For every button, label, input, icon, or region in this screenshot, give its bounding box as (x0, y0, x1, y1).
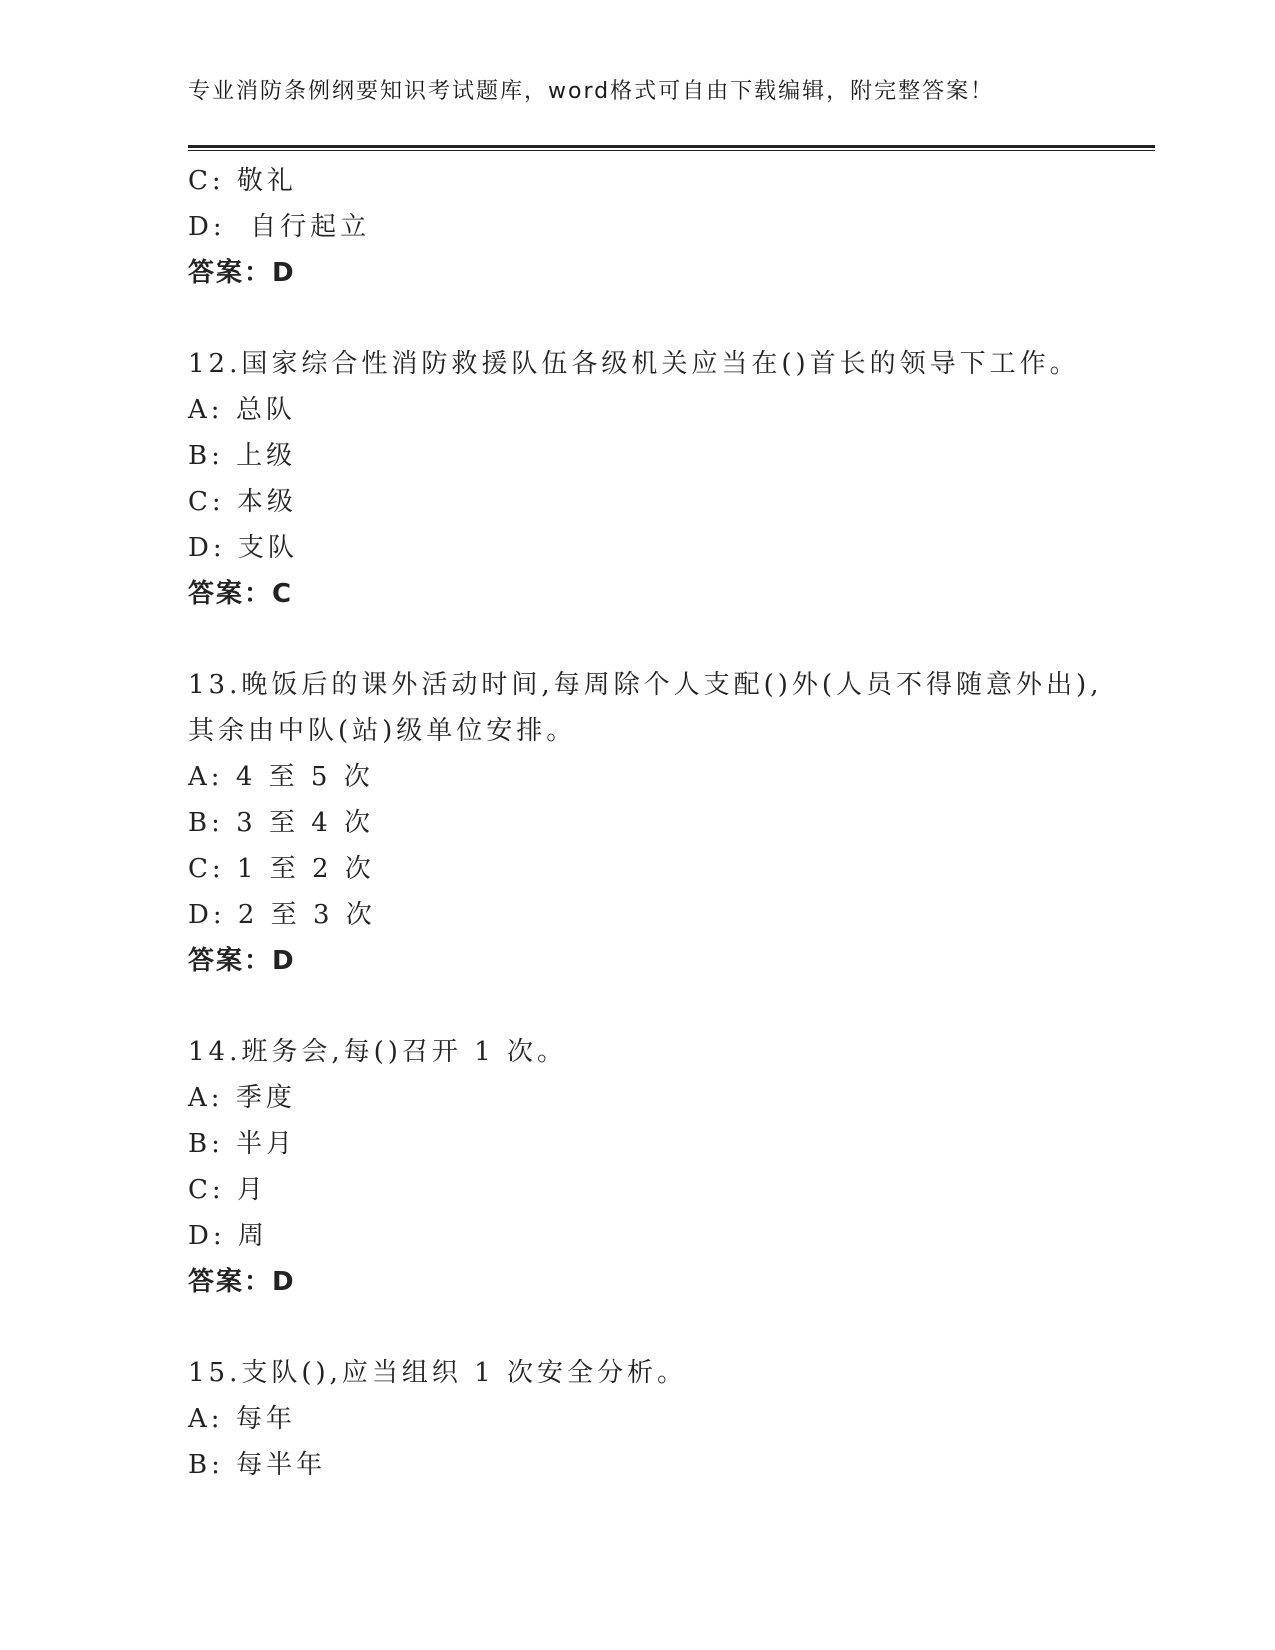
option-c (188, 479, 1148, 525)
option-b (188, 433, 1148, 479)
option-a (188, 387, 1148, 433)
answer-line: 答案：D (188, 946, 296, 976)
option-label: A: (188, 395, 224, 425)
option-text: 2 至 3 次 (237, 900, 376, 930)
previous-question-tail (188, 158, 1148, 296)
option-a (188, 754, 1148, 800)
option-text: 每半年 (236, 1450, 327, 1480)
option-label: B: (188, 1450, 224, 1480)
option-label: D: (188, 533, 226, 563)
option-text: 4 至 5 次 (235, 762, 374, 792)
spacer (188, 1305, 1148, 1350)
option-c (188, 158, 1148, 204)
question-number: 13. (188, 670, 242, 700)
option-label: C: (188, 854, 225, 884)
option-b (188, 800, 1148, 846)
question-stem: 班务会,每()召开 1 次。 (241, 1037, 567, 1067)
question-text (188, 341, 1148, 387)
option-b (188, 1121, 1148, 1167)
question-13 (188, 662, 1148, 984)
page-header: 专业消防条例纲要知识考试题库，word格式可自由下载编辑，附完整答案！ (188, 79, 995, 104)
question-text (188, 662, 1148, 708)
option-text: 3 至 4 次 (236, 808, 375, 838)
option-label: D: (188, 900, 226, 930)
question-12 (188, 341, 1148, 617)
question-stem: 晚饭后的课外活动时间,每周除个人支配()外(人员不得随意外出), (241, 670, 1103, 700)
option-text: 自行起立 (237, 212, 371, 242)
option-d (188, 892, 1148, 938)
header-divider-thick (188, 145, 1155, 148)
question-number: 15. (188, 1358, 242, 1388)
option-label: A: (188, 1404, 224, 1434)
option-text: 本级 (236, 487, 297, 517)
option-text: 周 (237, 1221, 268, 1251)
answer-line: 答案：D (188, 1267, 296, 1297)
option-d (188, 204, 1148, 250)
option-b (188, 1442, 1148, 1488)
question-14 (188, 1029, 1148, 1305)
question-content (188, 158, 1148, 1488)
option-text: 上级 (236, 441, 297, 471)
option-text: 总队 (235, 395, 296, 425)
option-label: D: (188, 1221, 226, 1251)
option-label: A: (188, 762, 224, 792)
question-number: 12. (188, 349, 242, 379)
option-d (188, 525, 1148, 571)
question-number: 14. (188, 1037, 242, 1067)
option-text: 每年 (235, 1404, 296, 1434)
option-label: B: (188, 808, 224, 838)
answer-line: 答案：D (188, 258, 296, 288)
option-text: 支队 (237, 533, 298, 563)
option-text: 1 至 2 次 (236, 854, 375, 884)
option-label: A: (188, 1083, 224, 1113)
option-label: C: (188, 1175, 225, 1205)
option-c (188, 846, 1148, 892)
option-label: B: (188, 441, 224, 471)
question-text (188, 1350, 1148, 1396)
option-a (188, 1075, 1148, 1121)
spacer (188, 296, 1148, 341)
option-label: C: (188, 487, 225, 517)
option-label: B: (188, 1129, 224, 1159)
question-text-continued: 其余由中队(站)级单位安排。 (188, 716, 577, 746)
option-text: 半月 (236, 1129, 297, 1159)
question-15 (188, 1350, 1148, 1488)
answer-line: 答案：C (188, 579, 294, 609)
spacer (188, 984, 1148, 1029)
spacer (188, 617, 1148, 662)
option-label: C: (188, 166, 225, 196)
option-text: 敬礼 (236, 166, 297, 196)
header-divider-thin (188, 150, 1155, 151)
option-c (188, 1167, 1148, 1213)
option-d (188, 1213, 1148, 1259)
option-label: D: (188, 212, 226, 242)
question-text (188, 1029, 1148, 1075)
question-stem: 国家综合性消防救援队伍各级机关应当在()首长的领导下工作。 (241, 349, 1080, 379)
option-text: 季度 (235, 1083, 296, 1113)
option-text: 月 (236, 1175, 267, 1205)
option-a (188, 1396, 1148, 1442)
question-stem: 支队(),应当组织 1 次安全分析。 (241, 1358, 687, 1388)
